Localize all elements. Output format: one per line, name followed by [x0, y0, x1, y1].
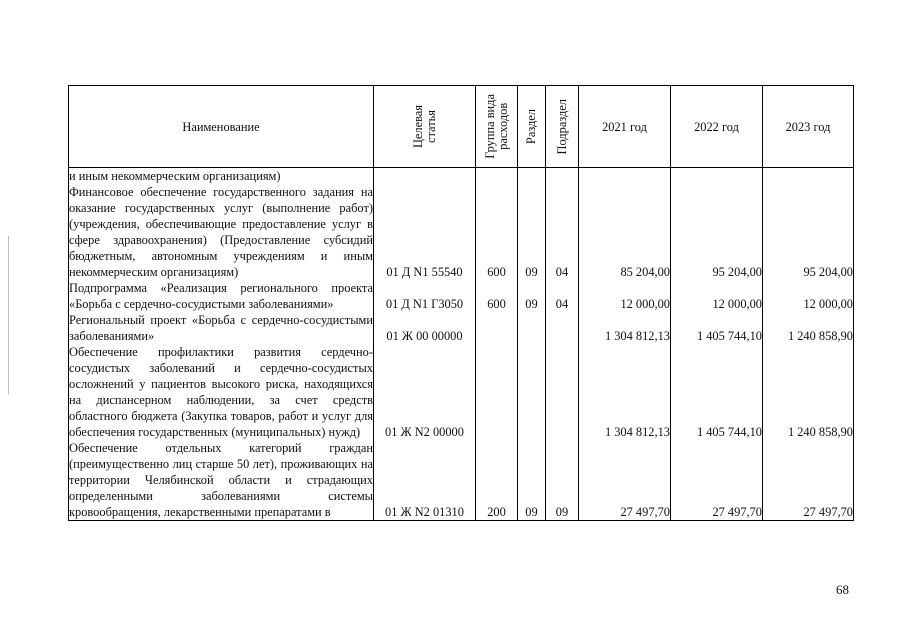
row-group	[476, 312, 518, 344]
header-subsection: Подраздел	[546, 86, 579, 168]
row-name: Обеспечение отдельных категорий граждан (преимущественно лиц старше 50 лет), проживающих на территории Челябинской области и страдающих определенными заболеваниями системы кровообращения, лекарственными препаратами в	[69, 441, 373, 519]
row-code: 01 Д N1 55540	[374, 184, 476, 280]
row-section	[518, 168, 546, 185]
row-section	[518, 312, 546, 344]
row-2021: 27 497,70	[579, 440, 671, 521]
row-name: и иным некоммерческим организациям)	[69, 168, 374, 185]
row-2021: 1 304 812,13	[579, 344, 671, 440]
row-code: 01 Ж N2 01310	[374, 440, 476, 521]
row-2023: 12 000,00	[763, 280, 854, 312]
row-group: 600	[476, 280, 518, 312]
page-number: 68	[836, 582, 849, 597]
row-2022: 95 204,00	[671, 184, 763, 280]
row-code: 01 Д N1 Г3050	[374, 280, 476, 312]
row-2023: 1 240 858,90	[763, 312, 854, 344]
row-section: 09	[518, 440, 546, 521]
row-2022: 1 405 744,10	[671, 344, 763, 440]
row-2022: 12 000,00	[671, 280, 763, 312]
header-expense-group: Группа вида расходов	[476, 86, 518, 168]
row-subsection: 09	[546, 440, 579, 521]
row-2022: 1 405 744,10	[671, 312, 763, 344]
header-year-2021: 2021 год	[579, 86, 671, 168]
header-name: Наименование	[69, 86, 374, 168]
header-section: Раздел	[518, 86, 546, 168]
row-subsection	[546, 344, 579, 440]
row-group: 200	[476, 440, 518, 521]
row-code: 01 Ж 00 00000	[374, 312, 476, 344]
header-year-2023: 2023 год	[763, 86, 854, 168]
row-2021	[579, 168, 671, 185]
table-row	[69, 280, 854, 312]
row-subsection	[546, 312, 579, 344]
budget-table	[68, 85, 854, 521]
row-2023: 95 204,00	[763, 184, 854, 280]
row-name: Обеспечение профилактики развития сердечно-сосудистых заболеваний и сердечно-сосудистых осложнений у пациентов высокого риска, находящихся на диспансерном наблюдении, за счет средств областного бюджета (Закупка товаров, работ и услуг для обеспечения государственных (муниципальных) нужд)	[69, 345, 373, 439]
row-2021: 85 204,00	[579, 184, 671, 280]
row-2023: 1 240 858,90	[763, 344, 854, 440]
row-group	[476, 168, 518, 185]
row-2023	[763, 168, 854, 185]
table-row	[69, 168, 854, 185]
header-target-article: Целевая статья	[374, 86, 476, 168]
row-name: Финансовое обеспечение государственного задания на оказание государственных услуг (выполнение работ) (учреждения, обеспечивающие предоставление услуг в сфере здравоохранения) (Предоставление субсидий бюджетным, автономным учреждениям и иным некоммерческим организациям)	[69, 185, 373, 279]
row-code: 01 Ж N2 00000	[374, 344, 476, 440]
row-subsection: 04	[546, 184, 579, 280]
row-subsection: 04	[546, 280, 579, 312]
row-name: Подпрограмма «Реализация регионального проекта «Борьба с сердечно-сосудистыми заболеваниями»	[69, 281, 373, 311]
row-section: 09	[518, 184, 546, 280]
table-row	[69, 312, 854, 344]
row-2022	[671, 168, 763, 185]
header-year-2022: 2022 год	[671, 86, 763, 168]
row-section	[518, 344, 546, 440]
row-group: 600	[476, 184, 518, 280]
row-2021: 1 304 812,13	[579, 312, 671, 344]
row-section: 09	[518, 280, 546, 312]
table-row	[69, 344, 854, 440]
row-name: Региональный проект «Борьба с сердечно-сосудистыми заболеваниями»	[69, 313, 373, 343]
row-subsection	[546, 168, 579, 185]
table-row	[69, 184, 854, 280]
row-2021: 12 000,00	[579, 280, 671, 312]
row-group	[476, 344, 518, 440]
header-row	[69, 86, 854, 168]
row-2022: 27 497,70	[671, 440, 763, 521]
scan-edge-line	[8, 236, 9, 394]
table-row	[69, 440, 854, 521]
row-code	[374, 168, 476, 185]
row-2023: 27 497,70	[763, 440, 854, 521]
